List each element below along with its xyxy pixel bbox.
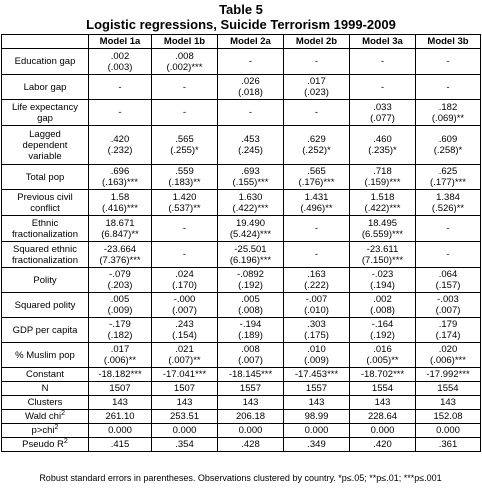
table-cell: -17.992***	[416, 368, 481, 382]
table-cell: 1.384 (.526)**	[416, 190, 481, 216]
row-label	[2, 293, 89, 318]
row-label-text: Squared polity	[14, 299, 76, 311]
table-cell: 1.630 (.422)***	[218, 190, 284, 216]
table-cell: -.007 (.010)	[284, 293, 350, 318]
table-cell: .349	[284, 438, 350, 452]
row-label-text: Total pop	[25, 171, 65, 183]
table-cell: 18.671 (6.847)**	[89, 216, 152, 242]
table-cell: -18.145***	[218, 368, 284, 382]
table-cell: 1554	[350, 382, 416, 396]
table-row	[2, 293, 481, 318]
row-label	[2, 438, 89, 452]
table-cell: .182 (.069)**	[416, 100, 481, 126]
table-cell: .005 (.009)	[89, 293, 152, 318]
table-cell: 143	[416, 396, 481, 410]
table-cell: 261.10	[89, 410, 152, 424]
table-cell: 143	[284, 396, 350, 410]
table-cell: 206.18	[218, 410, 284, 424]
table-cell: 1.58 (.416)***	[89, 190, 152, 216]
table-cell: 0.000	[152, 424, 218, 438]
table-cell: .021 (.007)**	[152, 343, 218, 368]
row-label-text: Previous civil conflict	[17, 191, 73, 214]
column-header: Model 3a	[350, 35, 416, 49]
table-row	[2, 318, 481, 343]
table-cell: -.000 (.007)	[152, 293, 218, 318]
table-cell: 0.000	[350, 424, 416, 438]
table-cell: -	[152, 242, 218, 268]
row-label	[2, 318, 89, 343]
table-cell: .017 (.006)**	[89, 343, 152, 368]
table-cell: .002 (.003)	[89, 49, 152, 75]
superscript: 2	[54, 423, 59, 431]
table-row	[2, 343, 481, 368]
row-label-text: % Muslim pop	[15, 349, 75, 361]
table-cell: -	[218, 100, 284, 126]
row-label	[2, 368, 89, 382]
row-label	[2, 396, 89, 410]
table-cell: -	[416, 49, 481, 75]
row-label	[2, 190, 89, 216]
table-cell: 98.99	[284, 410, 350, 424]
regression-table	[1, 34, 481, 452]
row-label	[2, 424, 89, 438]
column-header: Model 2b	[284, 35, 350, 49]
table-cell: .718 (.159)***	[350, 165, 416, 190]
table-cell: .008 (.007)	[218, 343, 284, 368]
table-cell: 19.490 (5.424)***	[218, 216, 284, 242]
table-cell: .033 (.077)	[350, 100, 416, 126]
table-cell: .026 (.018)	[218, 75, 284, 100]
column-header: Model 2a	[218, 35, 284, 49]
table-cell: -	[416, 216, 481, 242]
table-cell: -.164 (.192)	[350, 318, 416, 343]
table-cell: .017 (.023)	[284, 75, 350, 100]
table-row	[2, 49, 481, 75]
table-cell: -	[284, 49, 350, 75]
table-cell: .625 (.177)***	[416, 165, 481, 190]
table-cell: .559 (.183)**	[152, 165, 218, 190]
table-cell: -18.702***	[350, 368, 416, 382]
table-cell: .303 (.175)	[284, 318, 350, 343]
table-cell: .005 (.008)	[218, 293, 284, 318]
table-cell: -	[284, 242, 350, 268]
table-cell: 143	[89, 396, 152, 410]
table-cell: -25.501 (6.196)***	[218, 242, 284, 268]
table-cell: .354	[152, 438, 218, 452]
footnote: Robust standard errors in parentheses. Observations clustered by country. *p≤.05; **p≤.01; ***p≤.001	[39, 473, 442, 483]
table-cell: -.179 (.182)	[89, 318, 152, 343]
table-row	[2, 382, 481, 396]
superscript: 2	[61, 409, 65, 417]
table-cell: .453 (.245)	[218, 126, 284, 165]
table-row	[2, 410, 481, 424]
table-cell: 143	[152, 396, 218, 410]
table-cell: 228.64	[350, 410, 416, 424]
table-cell: .064 (.157)	[416, 268, 481, 293]
table-row	[2, 216, 481, 242]
table-cell: 1507	[89, 382, 152, 396]
table-title: Logistic regressions, Suicide Terrorism 1999-2009	[86, 17, 396, 32]
table-cell: -	[416, 75, 481, 100]
table-row	[2, 268, 481, 293]
table-cell: -18.182***	[89, 368, 152, 382]
table-cell: .010 (.009)	[284, 343, 350, 368]
table-cell: 1.420 (.537)**	[152, 190, 218, 216]
row-label	[2, 268, 89, 293]
table-cell: .016 (.005)**	[350, 343, 416, 368]
row-label	[2, 100, 89, 126]
table-row	[2, 368, 481, 382]
table-row	[2, 424, 481, 438]
row-label-text: Life expectancy gap	[11, 101, 78, 124]
table-cell: .609 (.258)*	[416, 126, 481, 165]
table-cell: 0.000	[284, 424, 350, 438]
table-cell: 1557	[218, 382, 284, 396]
row-label-text: Polity	[33, 274, 57, 286]
table-cell: 253.51	[152, 410, 218, 424]
row-label	[2, 216, 89, 242]
column-header: Model 1b	[152, 35, 218, 49]
row-label-text: Labor gap	[23, 81, 67, 93]
table-cell: -	[152, 216, 218, 242]
table-cell: .428	[218, 438, 284, 452]
table-cell: 143	[218, 396, 284, 410]
table-cell: -	[218, 49, 284, 75]
table-cell: .696 (.163)***	[89, 165, 152, 190]
table-cell: 1.518 (.422)***	[350, 190, 416, 216]
table-cell: -23.664 (7.376)***	[89, 242, 152, 268]
row-label	[2, 49, 89, 75]
table-row	[2, 165, 481, 190]
row-label-text: Wald chi	[25, 411, 62, 422]
table-cell: -17.041***	[152, 368, 218, 382]
row-label-text: p>chi	[31, 425, 55, 436]
table-cell: -	[89, 75, 152, 100]
row-label-text: Clusters	[27, 397, 63, 408]
table-cell: -23.611 (7.150)***	[350, 242, 416, 268]
table-cell: 152.08	[416, 410, 481, 424]
table-cell: 1557	[284, 382, 350, 396]
table-cell: -	[416, 242, 481, 268]
table-cell: .163 (.222)	[284, 268, 350, 293]
row-label-text: Ethnic fractionalization	[11, 217, 78, 240]
table-cell: .460 (.235)*	[350, 126, 416, 165]
table-cell: -	[284, 100, 350, 126]
header-corner	[2, 35, 89, 49]
table-row	[2, 100, 481, 126]
table-cell: -	[152, 100, 218, 126]
table-row	[2, 190, 481, 216]
table-cell: .420 (.232)	[89, 126, 152, 165]
table-cell: .179 (.174)	[416, 318, 481, 343]
table-row	[2, 438, 481, 452]
table-cell: .565 (.255)*	[152, 126, 218, 165]
table-cell: .629 (.252)*	[284, 126, 350, 165]
table-cell: -17.453***	[284, 368, 350, 382]
header-row	[2, 35, 481, 49]
table-cell: -.023 (.194)	[350, 268, 416, 293]
table-cell: 0.000	[416, 424, 481, 438]
table-row	[2, 75, 481, 100]
row-label	[2, 75, 89, 100]
table-cell: 1.431 (.496)**	[284, 190, 350, 216]
row-label-text: N	[41, 383, 49, 394]
table-row	[2, 242, 481, 268]
row-label-text: Education gap	[14, 56, 76, 67]
row-label-text: Squared ethnic fractionalization	[11, 243, 78, 266]
table-cell: 18.495 (6.559)***	[350, 216, 416, 242]
table-cell: -	[350, 49, 416, 75]
column-header: Model 3b	[416, 35, 481, 49]
row-label	[2, 242, 89, 268]
table-cell: -.194 (.189)	[218, 318, 284, 343]
table-cell: -	[152, 75, 218, 100]
table-row	[2, 126, 481, 165]
table-cell: .361	[416, 438, 481, 452]
table-cell: 143	[350, 396, 416, 410]
table-cell: -.0892 (.192)	[218, 268, 284, 293]
row-label	[2, 126, 89, 165]
table-cell: .415	[89, 438, 152, 452]
row-label	[2, 343, 89, 368]
table-cell: .243 (.154)	[152, 318, 218, 343]
table-cell: .024 (.170)	[152, 268, 218, 293]
row-label-text: Lagged dependent variable	[22, 128, 68, 162]
row-label	[2, 410, 89, 424]
table-cell: .020 (.006)***	[416, 343, 481, 368]
table-cell: -.003 (.007)	[416, 293, 481, 318]
table-cell: 0.000	[218, 424, 284, 438]
row-label	[2, 165, 89, 190]
table-cell: 1554	[416, 382, 481, 396]
column-header: Model 1a	[89, 35, 152, 49]
table-cell: -	[89, 100, 152, 126]
row-label-text: Pseudo R	[22, 439, 64, 450]
row-label-text: GDP per capita	[12, 324, 78, 336]
table-row	[2, 396, 481, 410]
table-cell: .008 (.002)***	[152, 49, 218, 75]
table-cell: 0.000	[89, 424, 152, 438]
table-cell: -	[284, 216, 350, 242]
table-cell: 1507	[152, 382, 218, 396]
table-cell: -.079 (.203)	[89, 268, 152, 293]
table-cell: .693 (.155)***	[218, 165, 284, 190]
table-cell: -	[350, 75, 416, 100]
table-cell: .420	[350, 438, 416, 452]
superscript: 2	[63, 437, 68, 445]
table-cell: .002 (.008)	[350, 293, 416, 318]
row-label	[2, 382, 89, 396]
table-number: Table 5	[219, 2, 263, 17]
table-cell: .565 (.176)***	[284, 165, 350, 190]
row-label-text: Constant	[25, 369, 65, 380]
